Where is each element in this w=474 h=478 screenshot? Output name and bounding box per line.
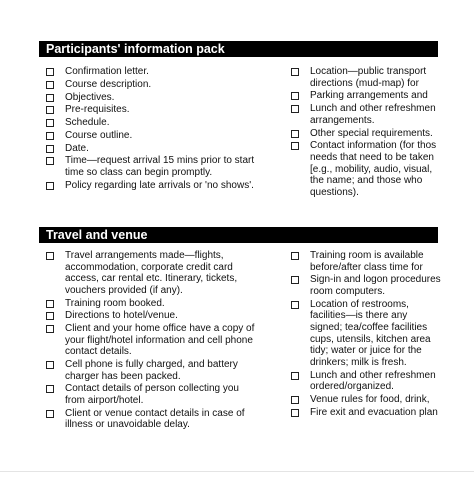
checklist-participants-right: [290, 66, 450, 199]
checkbox-icon[interactable]: [46, 252, 54, 260]
checklist-item: [45, 117, 283, 129]
checkbox-icon[interactable]: [46, 182, 54, 190]
section-header-participants-info-pack: [39, 41, 438, 57]
section-title: Travel and venue: [46, 228, 148, 242]
checklist-item-text: Policy regarding late arrivals or 'no shows'.: [65, 179, 254, 191]
checklist-item-text: [e.g., mobility, audio, visual,: [310, 163, 433, 175]
checklist-item: [290, 128, 450, 140]
checklist-item-text: Confirmation letter.: [65, 66, 149, 77]
checklist-item-text: Lunch and other refreshmen: [310, 103, 436, 115]
checklist-item-text: illness or unavoidable delay.: [65, 419, 190, 431]
checklist-item-text: Training room is available: [310, 250, 424, 261]
checklist-item: [45, 104, 283, 116]
checklist-item: [290, 250, 450, 273]
checklist-item-text: vouchers provided (if any).: [65, 284, 183, 296]
checklist-item-text: Date.: [65, 142, 89, 154]
checklist-item-text: questions).: [310, 186, 359, 198]
checkbox-icon[interactable]: [46, 81, 54, 89]
checklist-item-text: tidy; water or juice for the: [310, 345, 422, 357]
checklist-item-text: signed; tea/coffee facilities: [310, 321, 428, 333]
checklist-travel-right: [290, 250, 450, 419]
checkbox-icon[interactable]: [46, 132, 54, 140]
checkbox-icon[interactable]: [46, 157, 54, 165]
checkbox-icon[interactable]: [291, 130, 299, 138]
checklist-item-text: Time—request arrival 15 mins prior to start: [65, 155, 255, 167]
checklist-item: [45, 323, 283, 358]
checklist-item-text: needs that need to be taken: [310, 151, 434, 163]
page-bottom-rule: [0, 471, 474, 472]
checklist-item-text: Contact details of person collecting you: [65, 383, 239, 395]
checklist-item: [290, 299, 450, 369]
checkbox-icon[interactable]: [46, 106, 54, 114]
checklist-item-text: Venue rules for food, drink,: [310, 393, 430, 405]
checklist-item-text: Parking arrangements and: [310, 90, 428, 102]
checklist-item: [290, 140, 450, 198]
checkbox-icon[interactable]: [46, 94, 54, 102]
checklist-item: [290, 394, 450, 406]
checklist-item-text: access, car rental etc. Itinerary, tickets,: [65, 273, 238, 285]
checkbox-icon[interactable]: [46, 145, 54, 153]
checklist-item-text: Client or venue contact details in case of: [65, 407, 245, 419]
checklist-item: [45, 359, 283, 382]
checkbox-icon[interactable]: [46, 68, 54, 76]
checklist-item-text: time so class can begin promptly.: [65, 167, 213, 179]
checkbox-icon[interactable]: [291, 301, 299, 309]
checkbox-icon[interactable]: [291, 252, 299, 260]
checkbox-icon[interactable]: [291, 276, 299, 284]
checklist-item-text: Client and your home office have a copy of: [65, 323, 255, 335]
checklist-travel-left: [45, 250, 283, 432]
checklist-item-text: Fire exit and evacuation plan: [310, 406, 438, 418]
checklist-item: [45, 298, 283, 310]
checklist-item: [45, 383, 283, 406]
checklist-item-text: Other special requirements.: [310, 127, 433, 139]
checklist-item: [290, 90, 450, 102]
checkbox-icon[interactable]: [46, 325, 54, 333]
checklist-item: [45, 250, 283, 296]
checklist-item-text: contact details.: [65, 346, 132, 358]
checklist-item-text: Location of restrooms,: [310, 298, 409, 310]
checkbox-icon[interactable]: [46, 300, 54, 308]
checklist-item: [290, 274, 450, 297]
checkbox-icon[interactable]: [291, 372, 299, 380]
section-header-travel-and-venue: [39, 227, 438, 243]
checklist-item-text: your flight/hotel information and cell phone: [65, 334, 253, 346]
checklist-item: [45, 180, 283, 192]
checklist-item-text: Training room booked.: [65, 297, 165, 309]
checklist-item-text: Schedule.: [65, 117, 110, 129]
checklist-item-text: ordered/organized.: [310, 381, 394, 393]
checklist-item: [45, 143, 283, 155]
section-title: Participants' information pack: [46, 42, 225, 56]
checkbox-icon[interactable]: [46, 361, 54, 369]
checklist-item-text: Objectives.: [65, 91, 115, 103]
checklist-item: [45, 130, 283, 142]
checklist-item-text: Sign-in and logon procedures: [310, 274, 441, 286]
checkbox-icon[interactable]: [291, 409, 299, 417]
checkbox-icon[interactable]: [46, 119, 54, 127]
checklist-item-text: facilities—is there any: [310, 310, 408, 322]
checklist-item-text: Travel arrangements made—flights,: [65, 250, 224, 261]
checklist-participants-left: [45, 66, 283, 193]
checkbox-icon[interactable]: [291, 92, 299, 100]
checklist-item-text: from airport/hotel.: [65, 395, 144, 407]
checklist-item-text: Directions to hotel/venue.: [65, 310, 178, 322]
checkbox-icon[interactable]: [291, 68, 299, 76]
checklist-item-text: drinkers; milk is fresh.: [310, 356, 407, 368]
checklist-item: [45, 79, 283, 91]
checkbox-icon[interactable]: [291, 396, 299, 404]
checkbox-icon[interactable]: [46, 312, 54, 320]
checklist-item-text: charger has been packed.: [65, 370, 181, 382]
checklist-item: [290, 370, 450, 393]
checklist-item-text: room computers.: [310, 285, 386, 297]
checklist-item: [290, 407, 450, 419]
checklist-item: [290, 66, 450, 89]
checklist-item: [45, 310, 283, 322]
checklist-item: [290, 103, 450, 126]
checklist-item-text: arrangements.: [310, 114, 375, 126]
checklist-item-text: directions (mud-map) for: [310, 77, 419, 89]
checklist-item-text: accommodation, corporate credit card: [65, 261, 233, 273]
checklist-item: [45, 155, 283, 178]
checklist-item-text: Lunch and other refreshmen: [310, 369, 436, 381]
checklist-item-text: Course outline.: [65, 129, 133, 141]
checklist-item: [45, 408, 283, 431]
checklist-item-text: before/after class time for: [310, 261, 423, 273]
checkbox-icon[interactable]: [46, 385, 54, 393]
checklist-item-text: Pre-requisites.: [65, 104, 130, 116]
checklist-item-text: Location—public transport: [310, 66, 427, 77]
checkbox-icon[interactable]: [46, 410, 54, 418]
checkbox-icon[interactable]: [291, 142, 299, 150]
checklist-item-text: cups, utensils, kitchen area: [310, 333, 431, 345]
checkbox-icon[interactable]: [291, 105, 299, 113]
checklist-item-text: Course description.: [65, 78, 152, 90]
checklist-item: [45, 66, 283, 78]
checklist-item: [45, 92, 283, 104]
checklist-item-text: Cell phone is fully charged, and battery: [65, 359, 238, 371]
checklist-item-text: the name; and those who: [310, 175, 423, 187]
checklist-item-text: Contact information (for thos: [310, 140, 437, 152]
